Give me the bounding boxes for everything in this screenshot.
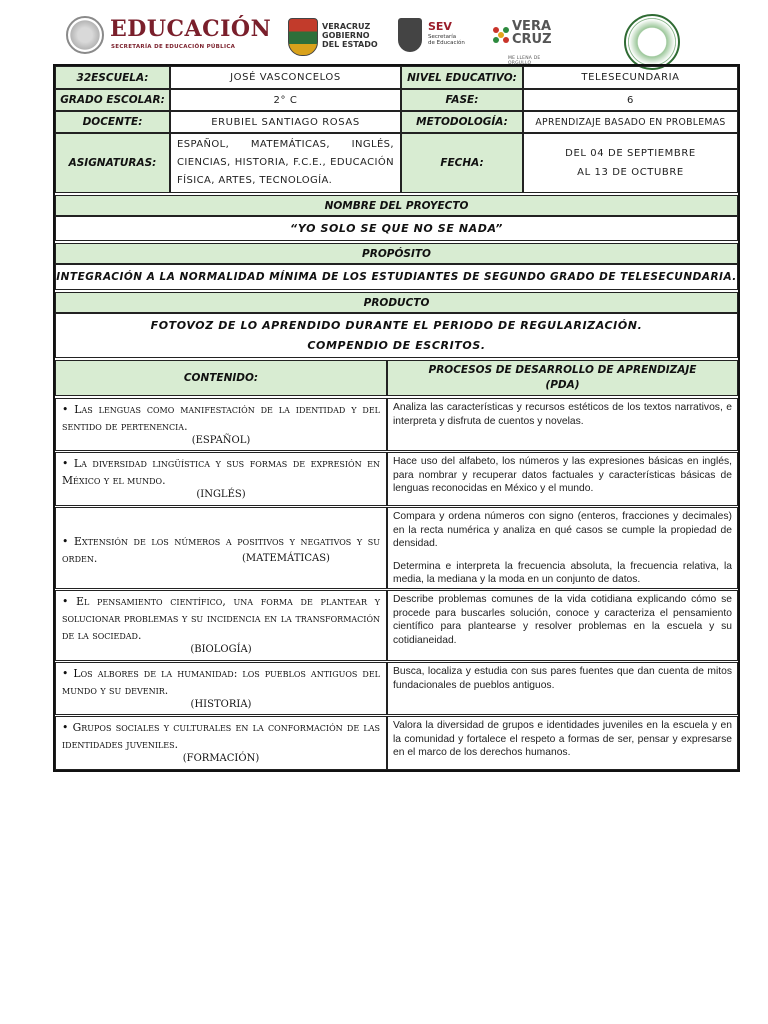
- table-row-pda: [387, 716, 738, 770]
- metodologia-value: APRENDIZAJE BASADO EN PROBLEMAS: [523, 111, 738, 133]
- veracruz-brand-logo: [490, 18, 560, 68]
- pda-text: Valora la diversidad de grupos e identidades juveniles en la escuela y en la comunidad y fortalece el respeto a formas de ser, pensar y expresarse en el marco de los derechos humanos.: [393, 720, 732, 758]
- sep-logo: [66, 16, 272, 62]
- pda-text: Describe problemas comunes de la vida cotidiana explicando cómo se procede para buscarles solución, conoce y caracteriza el pensamiento científico para plantearse y resolver problemas en la escuela y su cotidianeidad.: [393, 594, 732, 646]
- sev-line1: Secretaría: [428, 34, 457, 40]
- educacion-subtitle: SECRETARÍA DE EDUCACIÓN PÚBLICA: [111, 44, 236, 50]
- veracruz-line1: VERACRUZ: [322, 22, 371, 31]
- producto-label: PRODUCTO: [55, 292, 738, 313]
- table-row-content: [55, 662, 387, 715]
- veracruz-line2: GOBIERNO: [322, 31, 370, 40]
- proposito-value: INTEGRACIÓN A LA NORMALIDAD MÍNIMA DE LOS ESTUDIANTES DE SEGUNDO GRADO DE TELESECUNDARIA.: [55, 264, 738, 290]
- metodologia-label: METODOLOGÍA:: [401, 111, 523, 133]
- pda-text: Analiza las características y recursos estéticos de los textos narrativos, e interpreta y disfruta de cuentos y novelas.: [393, 402, 732, 427]
- table-row-pda: [387, 452, 738, 506]
- content-text: • Extensión de los números a positivos y negativos y su orden.: [62, 535, 380, 565]
- nivel-value: TELESECUNDARIA: [523, 66, 738, 89]
- sev-logo: [398, 18, 478, 64]
- pda-header-line1: PROCESOS DE DESARROLLO DE APRENDIZAJE: [428, 364, 697, 376]
- veracruz-brand-line1: VERA: [512, 19, 552, 34]
- mexico-seal-icon: [66, 16, 104, 54]
- content-text: • Grupos sociales y culturales en la conformación de las identidades juveniles.: [62, 721, 380, 751]
- content-subject: (MATEMÁTICAS): [242, 553, 330, 564]
- escuela-value: JOSÉ VASCONCELOS: [170, 66, 401, 89]
- content-text: • Los albores de la humanidad: los pueblos antiguos del mundo y su devenir.: [62, 667, 380, 697]
- content-text: • Las lenguas como manifestación de la identidad y del sentido de pertenencia.: [62, 403, 380, 433]
- veracruz-flower-icon: [490, 24, 512, 46]
- fecha-line2: AL 13 DE OCTUBRE: [577, 167, 684, 178]
- content-text: • El pensamiento científico, una forma de plantear y solucionar problemas y su incidencia en la transformación de la sociedad.: [62, 595, 380, 642]
- sev-line2: de Educación: [428, 40, 465, 46]
- veracruz-brand-tagline: ME LLENA DE ORGULLO: [508, 56, 541, 66]
- pda-header: [387, 360, 738, 396]
- fecha-label: FECHA:: [401, 133, 523, 193]
- fase-value: 6: [523, 89, 738, 111]
- pda-text: Busca, localiza y estudia con sus pares fuentes que dan cuenta de mitos fundacionales de pueblos antiguos.: [393, 666, 732, 691]
- pda-text: Determina e interpreta la frecuencia absoluta, la frecuencia relativa, la media, la mediana y la moda en un conjunto de datos.: [393, 560, 732, 585]
- contenido-header: CONTENIDO:: [55, 360, 387, 396]
- nivel-label: NIVEL EDUCATIVO:: [401, 66, 523, 89]
- veracruz-brand-line2: CRUZ: [512, 32, 552, 47]
- header-logos: [0, 8, 768, 64]
- veracruz-line3: DEL ESTADO: [322, 40, 378, 49]
- table-row-content: [55, 507, 387, 589]
- pda-text: Hace uso del alfabeto, los números y las expresiones básicas en inglés, para nombrar y recuperar datos factuales y características básicas de lenguas reconocidas en México y el mundo.: [393, 456, 732, 494]
- table-row-pda: [387, 398, 738, 451]
- proyecto-value: “YO SOLO SE QUE NO SE NADA”: [55, 216, 738, 241]
- fecha-line1: DEL 04 DE SEPTIEMBRE: [565, 148, 696, 159]
- educacion-title: EDUCACIÓN: [110, 16, 272, 42]
- table-row-pda: [387, 662, 738, 715]
- veracruz-government-logo: [288, 18, 378, 64]
- veracruz-shield-icon: [288, 18, 318, 56]
- table-row-pda: [387, 507, 738, 589]
- sev-shield-icon: [398, 18, 422, 52]
- escuela-label: 32ESCUELA:: [55, 66, 170, 89]
- producto-line1: FOTOVOZ DE LO APRENDIDO DURANTE EL PERIODO DE REGULARIZACIÓN.: [150, 318, 643, 332]
- proyecto-label: NOMBRE DEL PROYECTO: [55, 195, 738, 216]
- pda-header-line2: (PDA): [545, 379, 580, 391]
- fase-label: FASE:: [401, 89, 523, 111]
- content-subject: (FORMACIÓN): [182, 753, 260, 764]
- content-subject: (BIOLOGÍA): [190, 644, 252, 655]
- table-row-content: [55, 452, 387, 506]
- table-row-content: [55, 398, 387, 451]
- table-row-content: [55, 716, 387, 770]
- grado-label: GRADO ESCOLAR:: [55, 89, 170, 111]
- producto-line2: COMPENDIO DE ESCRITOS.: [307, 338, 486, 352]
- grado-value: 2° C: [170, 89, 401, 111]
- fecha-value: [523, 133, 738, 193]
- planning-table: [53, 64, 740, 772]
- content-subject: (ESPAÑOL): [191, 435, 251, 446]
- content-subject: (INGLÉS): [196, 489, 246, 500]
- sev-title: SEV: [428, 20, 452, 33]
- content-subject: (HISTORIA): [190, 699, 252, 710]
- school-seal-icon: [624, 14, 680, 70]
- content-text: • La diversidad lingüística y sus formas de expresión en México y el mundo.: [62, 457, 380, 487]
- producto-value: [55, 313, 738, 358]
- proposito-label: PROPÓSITO: [55, 243, 738, 264]
- asignaturas-label: ASIGNATURAS:: [55, 133, 170, 193]
- docente-label: DOCENTE:: [55, 111, 170, 133]
- pda-text: Compara y ordena números con signo (enteros, fracciones y decimales) en la recta numérica y analiza en qué casos se cumple la propiedad de densidad.: [393, 511, 732, 549]
- docente-value: ERUBIEL SANTIAGO ROSAS: [170, 111, 401, 133]
- asignaturas-value: ESPAÑOL, MATEMÁTICAS, INGLÉS, CIENCIAS, HISTORIA, F.C.E., EDUCACIÓN FÍSICA, ARTES, TECNOLOGÍA.: [170, 133, 401, 193]
- table-row-pda: [387, 590, 738, 661]
- table-row-content: [55, 590, 387, 661]
